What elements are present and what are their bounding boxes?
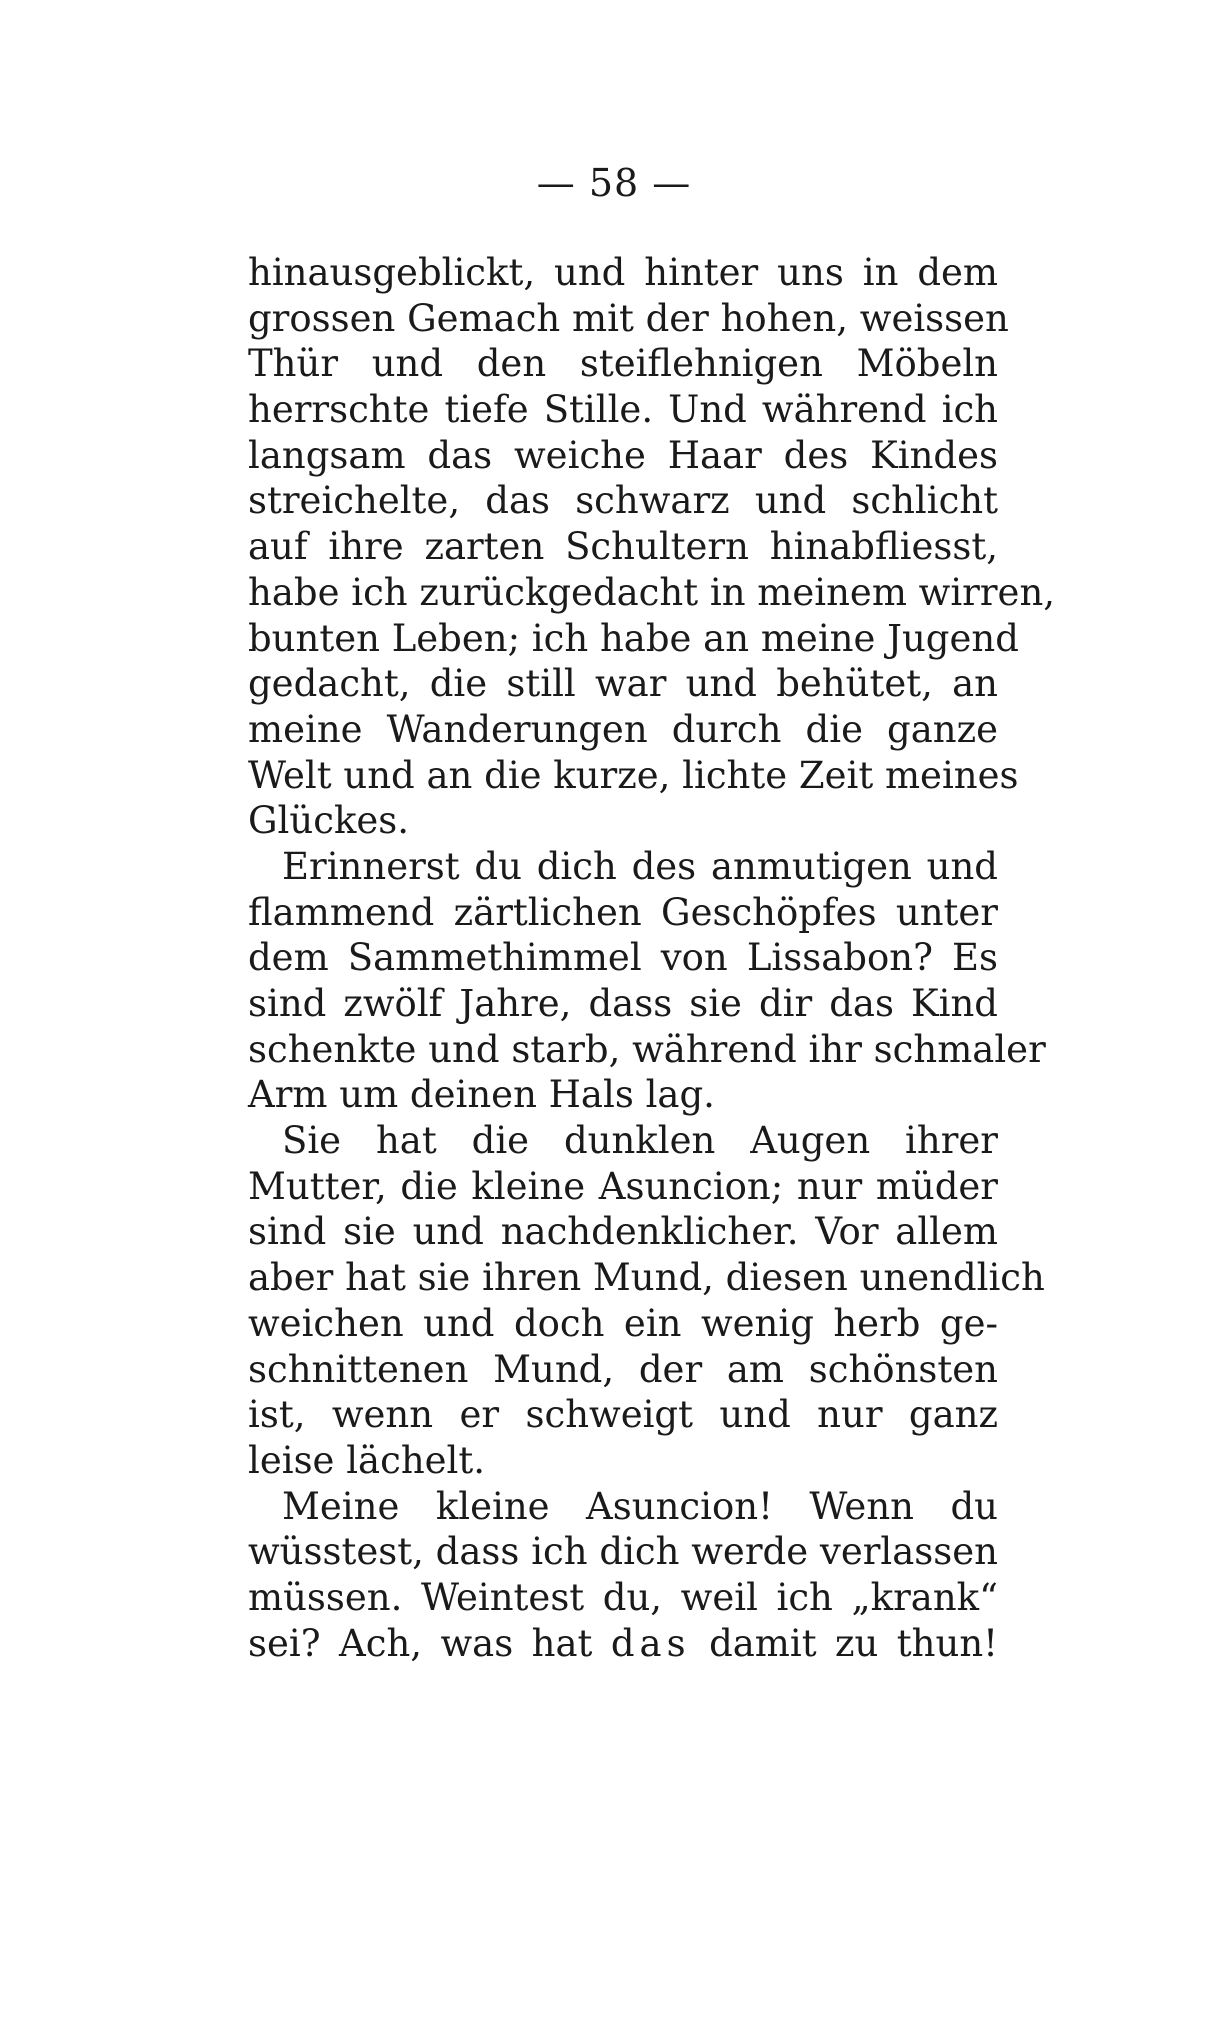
text-fragment: Ach, was hat [339, 1621, 593, 1665]
text-line: herrschte tiefe Stille. Und während ich [248, 388, 998, 432]
text-line: grossen Gemach mit der hohen, weissen [248, 296, 1009, 340]
text-line: bunten Leben; ich habe an meine Jugend [248, 616, 1019, 660]
text-line: Arm um deinen Hals lag. [248, 1073, 715, 1117]
text-line: müssen. Weintest du, weil ich „krank“ [248, 1575, 998, 1619]
text-line: weichen und doch ein wenig herb ge- [248, 1301, 998, 1345]
text-line: Erinnerst du dich des anmutigen und [282, 844, 998, 888]
page-number: — 58 — [536, 161, 692, 205]
text-line: aber hat sie ihren Mund, diesen unendlich [248, 1256, 1045, 1300]
text-line: Welt und an die kurze, lichte Zeit meines [248, 753, 1019, 797]
text-line: Sie hat die dunklen Augen ihrer [282, 1119, 998, 1163]
text-line: sind sie und nachdenklicher. Vor allem [248, 1210, 998, 1254]
text-line: ist, wenn er schweigt und nur ganz [248, 1393, 998, 1437]
text-line: flammend zärtlichen Geschöpfes unter [248, 890, 998, 934]
text-line: wüsstest, dass ich dich werde verlassen [248, 1530, 998, 1574]
text-fragment: sei? [248, 1621, 321, 1665]
text-line: hinausgeblickt, und hinter uns in dem [248, 251, 998, 294]
body-text [248, 250, 1056, 1666]
text-line: leise lächelt. [248, 1438, 486, 1482]
text-line: Mutter, die kleine Asuncion; nur müder [248, 1164, 998, 1208]
text-line: langsam das weiche Haar des Kindes [248, 433, 998, 477]
text-line: Meine kleine Asuncion! Wenn du [282, 1484, 998, 1528]
text-line: dem Sammethimmel von Lissabon? Es [248, 936, 998, 980]
text-line: gedacht, die still war und behütet, an [248, 662, 998, 706]
text-line: streichelte, das schwarz und schlicht [248, 479, 998, 523]
text-line: sind zwölf Jahre, dass sie dir das Kind [248, 982, 998, 1025]
text-line: auf ihre zarten Schultern hinabfliesst, [248, 525, 998, 569]
text-line: meine Wanderungen durch die ganze [248, 707, 998, 751]
text-line-final [248, 1621, 998, 1667]
text-line: habe ich zurückgedacht in meinem wirren, [248, 570, 1056, 614]
text-line: Thür und den steiflehnigen Möbeln [248, 342, 998, 386]
spaced-emphasis: das [610, 1621, 691, 1665]
text-line: schenkte und starb, während ihr schmaler [248, 1027, 1046, 1071]
text-line: schnittenen Mund, der am schönsten [248, 1347, 998, 1391]
text-line: Glückes. [248, 799, 410, 843]
text-fragment: damit zu thun! [709, 1621, 999, 1665]
